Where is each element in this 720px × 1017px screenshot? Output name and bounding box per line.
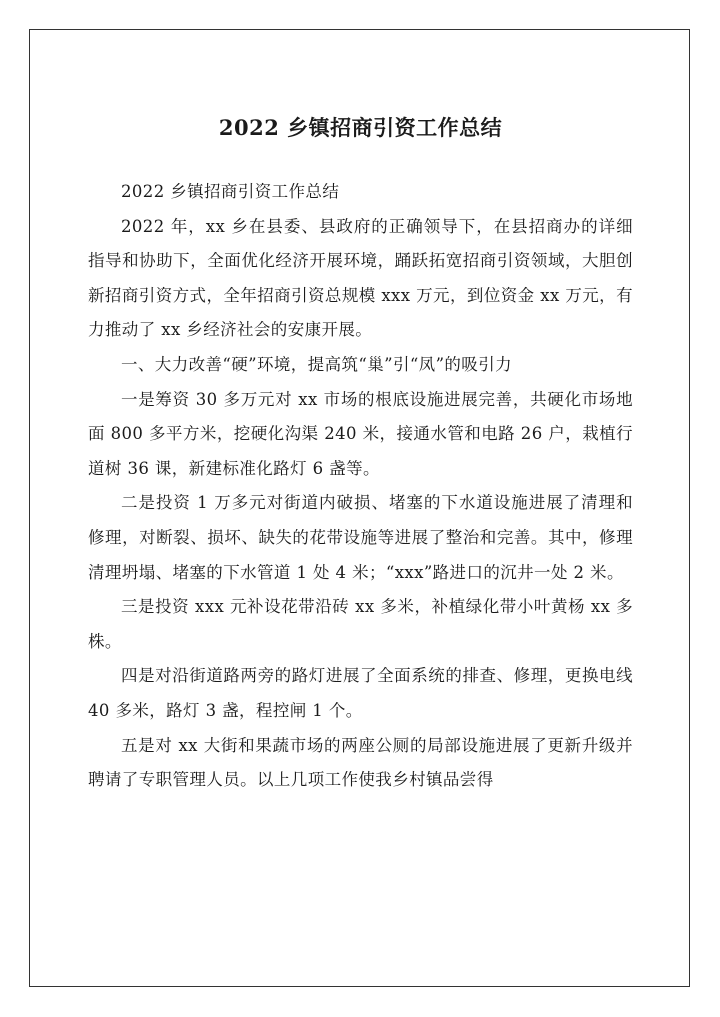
paragraph-intro: 2022 年，xx 乡在县委、县政府的正确领导下，在县招商办的详细指导和协助下，全面优化经济开展环境，踊跃拓宽招商引资领域，大胆创新招商引资方式，全年招商引资总规模 xxx 万元，到位资金 xx 万元，有力推动了 xx 乡经济社会的安康开展。 — [88, 216, 633, 340]
paragraph-item-5: 五是对 xx 大街和果蔬市场的两座公厕的局部设施进展了更新升级并聘请了专职管理人员。以上几项工作使我乡村镇品尝得 — [88, 735, 633, 790]
paragraph-item-3: 三是投资 xxx 元补设花带沿砖 xx 多米，补植绿化带小叶黄杨 xx 多株。 — [88, 597, 633, 651]
section-heading-1: 一、大力改善“硬”环境，提高筑“巢”引“凤”的吸引力 — [121, 354, 513, 374]
paragraph-subtitle: 2022 乡镇招商引资工作总结 — [121, 182, 340, 201]
document-body — [88, 112, 633, 798]
paragraph-item-2: 二是投资 1 万多元对街道内破损、堵塞的下水道设施进展了清理和修理，对断裂、损坏、缺失的花带设施等进展了整治和完善。其中，修理清理坍塌、堵塞的下水管道 1 处 4 米；“xxx”路进口的沉井一处 2 米。 — [88, 493, 633, 582]
document-title: 2022 乡镇招商引资工作总结 — [218, 115, 503, 140]
paragraph-item-1: 一是筹资 30 多万元对 xx 市场的根底设施进展完善，共硬化市场地面 800 多平方米，挖硬化沟渠 240 米，接通水管和电路 26 户，栽植行道树 36 课，新建标准化路灯 6 盏等。 — [88, 389, 633, 478]
paragraph-item-4: 四是对沿街道路两旁的路灯进展了全面系统的排查、修理，更换电线 40 多米，路灯 3 盏，程控闸 1 个。 — [88, 666, 633, 720]
document-text — [88, 175, 633, 798]
